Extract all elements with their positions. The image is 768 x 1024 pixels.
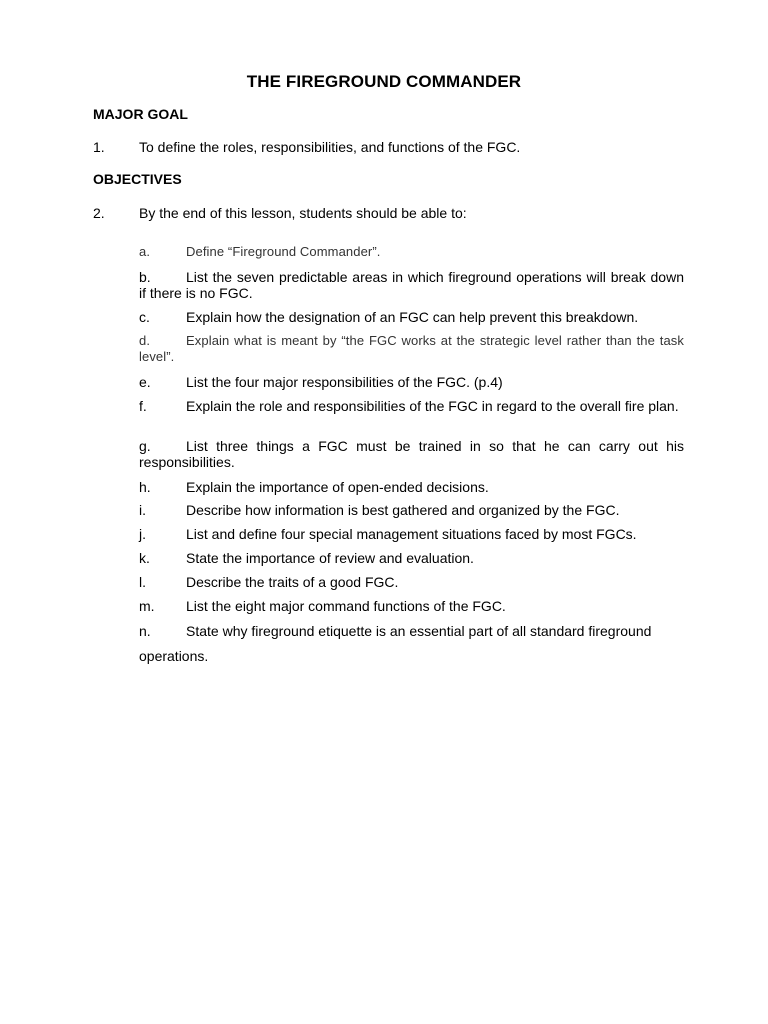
objective-item-b bbox=[139, 269, 684, 301]
item-text: List the eight major command functions of the FGC. bbox=[186, 598, 506, 614]
objectives-intro-text: By the end of this lesson, students should be able to: bbox=[139, 205, 467, 221]
item-letter: n. bbox=[139, 623, 151, 639]
item-text: Explain how the designation of an FGC can help prevent this breakdown. bbox=[186, 309, 639, 325]
item-text: List the four major responsibilities of the FGC. (p.4) bbox=[186, 374, 503, 390]
objectives-heading: OBJECTIVES bbox=[93, 171, 182, 187]
paragraph-number: 1. bbox=[93, 139, 105, 155]
item-text: List and define four special management situations faced by most FGCs. bbox=[186, 526, 637, 542]
item-letter: k. bbox=[139, 550, 150, 566]
item-text: State the importance of review and evaluation. bbox=[186, 550, 474, 566]
item-letter: f. bbox=[139, 398, 147, 414]
objective-item-c bbox=[139, 309, 684, 325]
objective-item-i bbox=[139, 502, 684, 518]
item-letter: a. bbox=[139, 244, 151, 259]
objective-item-f bbox=[139, 398, 684, 414]
objective-item-j bbox=[139, 526, 684, 542]
objective-item-a bbox=[139, 244, 684, 260]
item-text: Explain what is meant by “the FGC works at the strategic level rather than the task level”. bbox=[139, 333, 684, 364]
objective-item-k bbox=[139, 550, 684, 566]
item-letter: g. bbox=[139, 438, 151, 454]
objective-item-n bbox=[139, 623, 684, 639]
objective-item-m bbox=[139, 598, 684, 614]
item-text: Describe how information is best gathered and organized by the FGC. bbox=[186, 502, 620, 518]
objective-item-l bbox=[139, 574, 684, 590]
item-text: Explain the importance of open-ended decisions. bbox=[186, 479, 489, 495]
item-letter: i. bbox=[139, 502, 146, 518]
objective-item-n-continuation: operations. bbox=[139, 648, 209, 664]
objective-item-h bbox=[139, 479, 684, 495]
major-goal-text: To define the roles, responsibilities, and functions of the FGC. bbox=[139, 139, 521, 155]
item-letter: h. bbox=[139, 479, 151, 495]
objective-item-d bbox=[139, 333, 684, 365]
item-text: Explain the role and responsibilities of the FGC in regard to the overall fire plan. bbox=[186, 398, 679, 414]
item-text: Describe the traits of a good FGC. bbox=[186, 574, 399, 590]
item-text: List the seven predictable areas in which fireground operations will break down if there is no FGC. bbox=[139, 269, 684, 301]
objective-item-e bbox=[139, 374, 684, 390]
item-text: List three things a FGC must be trained in so that he can carry out his responsibilities. bbox=[139, 438, 684, 470]
item-letter: b. bbox=[139, 269, 151, 285]
paragraph-number: 2. bbox=[93, 205, 105, 221]
document-title: THE FIREGROUND COMMANDER bbox=[246, 72, 522, 91]
item-letter: m. bbox=[139, 598, 155, 614]
item-letter: d. bbox=[139, 333, 151, 348]
objective-item-g bbox=[139, 438, 684, 470]
item-text: Define “Fireground Commander”. bbox=[186, 244, 381, 259]
item-letter: e. bbox=[139, 374, 151, 390]
item-text: State why fireground etiquette is an essential part of all standard fireground bbox=[186, 623, 652, 639]
item-letter: c. bbox=[139, 309, 150, 325]
major-goal-heading: MAJOR GOAL bbox=[93, 106, 188, 122]
item-letter: j. bbox=[139, 526, 146, 542]
item-letter: l. bbox=[139, 574, 146, 590]
